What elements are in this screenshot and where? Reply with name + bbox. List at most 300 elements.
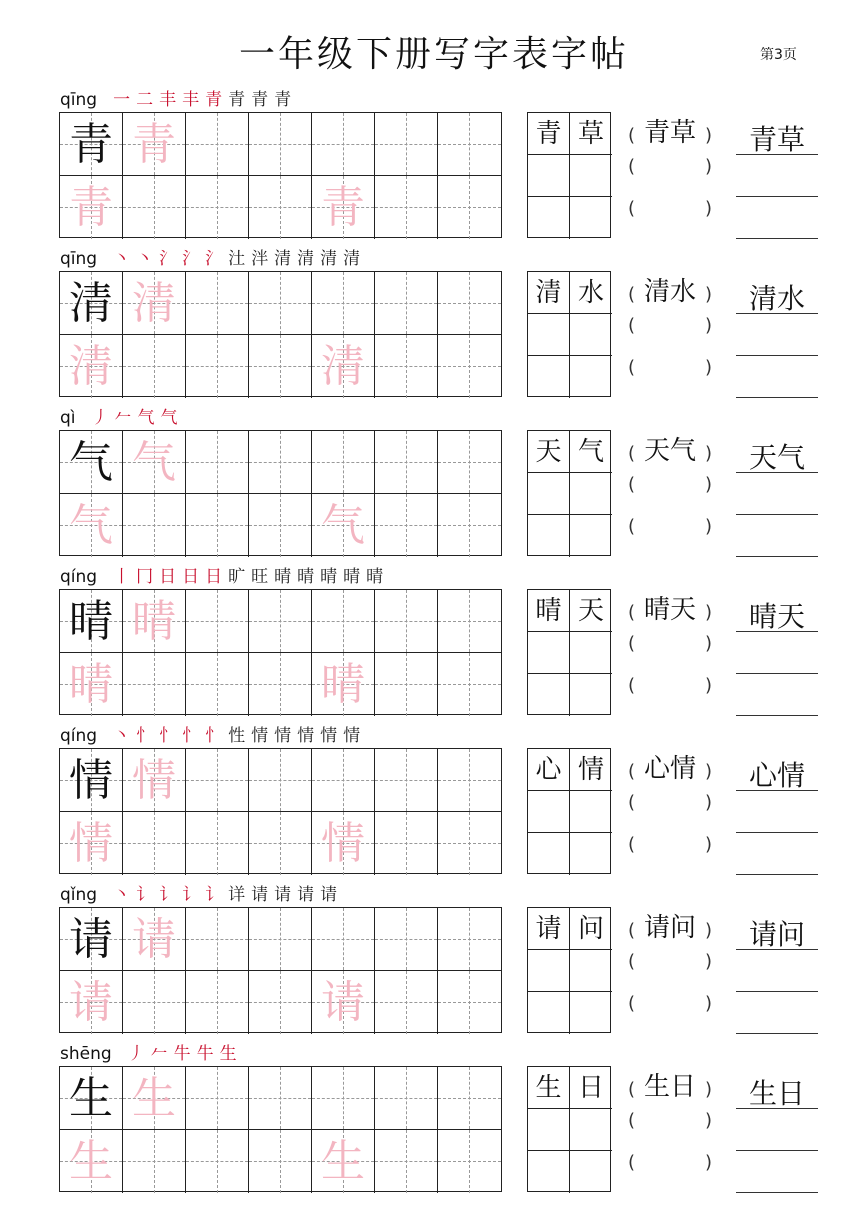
stroke-step: 旺	[251, 567, 269, 587]
grid-cell[interactable]	[186, 749, 249, 812]
paren-blank: ( )	[628, 792, 713, 813]
word-cell[interactable]	[570, 197, 612, 239]
trace-character: 青	[321, 182, 365, 233]
word-cell[interactable]	[528, 314, 570, 356]
trace-character: 情	[69, 818, 113, 869]
answer-word: 生日	[748, 1077, 805, 1110]
model-character: 青	[69, 119, 113, 170]
grid-cell[interactable]	[438, 590, 501, 653]
stroke-step: 丶	[136, 249, 154, 269]
stroke-step: 青	[251, 90, 269, 110]
grid-cell[interactable]	[249, 653, 312, 716]
grid-cell[interactable]	[186, 1130, 249, 1193]
word-cell[interactable]	[570, 950, 612, 992]
trace-character: 清	[321, 341, 365, 392]
model-character: 晴	[69, 596, 113, 647]
grid-cell[interactable]	[438, 653, 501, 716]
answer-line[interactable]	[736, 154, 818, 155]
word-cell[interactable]	[570, 314, 612, 356]
grid-cell[interactable]	[186, 272, 249, 335]
word-cell[interactable]	[570, 632, 612, 674]
answer-line[interactable]	[736, 949, 818, 950]
grid-cell[interactable]	[438, 908, 501, 971]
grid-cell[interactable]	[249, 272, 312, 335]
stroke-step: 请	[297, 885, 315, 905]
trace-character: 气	[321, 500, 365, 551]
word-cell[interactable]	[570, 674, 612, 716]
pinyin: shēng	[60, 1044, 112, 1064]
trace-character: 气	[69, 500, 113, 551]
trace-character: 晴	[321, 659, 365, 710]
trace-character: 生	[321, 1136, 365, 1187]
stroke-step: 忄	[159, 726, 177, 746]
grid-cell[interactable]	[123, 1130, 186, 1193]
word-cell[interactable]: 请	[528, 908, 570, 950]
model-character: 情	[69, 755, 113, 806]
grid-cell[interactable]	[438, 431, 501, 494]
answer-line[interactable]	[736, 313, 818, 314]
word-cell[interactable]: 情	[570, 749, 612, 791]
stroke-step: 晴	[320, 567, 338, 587]
word-grid	[527, 271, 611, 397]
trace-character: 请	[132, 914, 176, 965]
grid-cell[interactable]	[123, 812, 186, 875]
stroke-step: 忄	[136, 726, 154, 746]
stroke-step: 忄	[205, 726, 223, 746]
grid-cell[interactable]	[438, 812, 501, 875]
paren-blank: ( 生日 )	[628, 1072, 713, 1102]
grid-cell[interactable]	[312, 494, 375, 557]
grid-cell[interactable]	[249, 908, 312, 971]
grid-cell[interactable]	[186, 431, 249, 494]
practice-section	[0, 724, 868, 883]
grid-cell[interactable]	[312, 590, 375, 653]
word-cell[interactable]	[528, 674, 570, 716]
stroke-step: 日	[182, 567, 200, 587]
answer-line[interactable]	[736, 196, 818, 197]
grid-cell[interactable]	[249, 590, 312, 653]
answer-line[interactable]	[736, 397, 818, 398]
grid-cell[interactable]	[375, 335, 438, 398]
word-cell[interactable]: 生	[528, 1067, 570, 1109]
grid-cell[interactable]	[186, 653, 249, 716]
answer-line[interactable]	[736, 790, 818, 791]
paren-blank: ( )	[628, 951, 713, 972]
stroke-step: 丰	[182, 90, 200, 110]
stroke-order-line	[60, 88, 291, 110]
grid-cell[interactable]	[186, 812, 249, 875]
writing-grid	[59, 1066, 502, 1192]
answer-line[interactable]	[736, 631, 818, 632]
answer-line[interactable]	[736, 1150, 818, 1151]
stroke-step: 讠	[205, 885, 223, 905]
practice-section	[0, 88, 868, 247]
word-grid	[527, 589, 611, 715]
grid-cell[interactable]	[60, 812, 123, 875]
stroke-step: 讠	[159, 885, 177, 905]
stroke-step: 𠂉	[114, 408, 132, 428]
writing-grid	[59, 907, 502, 1033]
stroke-step: 氵	[159, 249, 177, 269]
stroke-step: 情	[320, 726, 338, 746]
page-number: 第3页	[760, 47, 797, 63]
pinyin: qīng	[60, 90, 98, 110]
word-cell[interactable]	[528, 833, 570, 875]
stroke-step: 情	[343, 726, 361, 746]
paren-blank: ( 请问 )	[628, 913, 713, 943]
grid-cell[interactable]	[249, 971, 312, 1034]
grid-cell[interactable]	[60, 908, 123, 971]
word-grid	[527, 748, 611, 874]
grid-cell[interactable]	[312, 335, 375, 398]
word-cell[interactable]	[570, 473, 612, 515]
answer-word: 晴天	[748, 600, 805, 633]
pinyin: qǐng	[60, 885, 98, 905]
word-cell[interactable]	[528, 515, 570, 557]
grid-cell[interactable]	[438, 272, 501, 335]
grid-cell[interactable]	[123, 908, 186, 971]
word-cell[interactable]: 天	[528, 431, 570, 473]
word-cell[interactable]	[528, 356, 570, 398]
grid-cell[interactable]	[438, 749, 501, 812]
trace-character: 晴	[69, 659, 113, 710]
paren-blank: ( )	[628, 516, 713, 537]
word-cell[interactable]: 问	[570, 908, 612, 950]
answer-line[interactable]	[736, 1192, 818, 1193]
answer-line[interactable]	[736, 1108, 818, 1109]
practice-section	[0, 883, 868, 1042]
word-cell[interactable]	[528, 197, 570, 239]
practice-section	[0, 565, 868, 724]
stroke-step: 旷	[228, 567, 246, 587]
word-cell[interactable]	[570, 992, 612, 1034]
grid-cell[interactable]	[438, 494, 501, 557]
paren-blank: ( )	[628, 198, 713, 219]
stroke-step: 情	[251, 726, 269, 746]
trace-character: 青	[69, 182, 113, 233]
word-cell[interactable]	[528, 473, 570, 515]
writing-grid	[59, 271, 502, 397]
pinyin: qíng	[60, 567, 98, 587]
grid-cell[interactable]	[438, 335, 501, 398]
paren-blank: ( )	[628, 834, 713, 855]
stroke-order-line	[60, 883, 337, 905]
grid-cell[interactable]	[312, 812, 375, 875]
grid-cell[interactable]	[60, 113, 123, 176]
grid-cell[interactable]	[123, 1067, 186, 1130]
stroke-step: 晴	[297, 567, 315, 587]
grid-cell[interactable]	[60, 653, 123, 716]
grid-cell[interactable]	[249, 431, 312, 494]
trace-character: 情	[321, 818, 365, 869]
grid-cell[interactable]	[249, 494, 312, 557]
grid-cell[interactable]	[186, 590, 249, 653]
stroke-step: 牛	[196, 1044, 214, 1064]
trace-character: 请	[321, 977, 365, 1028]
pinyin: qì	[60, 408, 76, 428]
grid-cell[interactable]	[123, 272, 186, 335]
grid-cell[interactable]	[312, 971, 375, 1034]
grid-cell[interactable]	[60, 749, 123, 812]
stroke-step: 氵	[182, 249, 200, 269]
grid-cell[interactable]	[60, 272, 123, 335]
grid-cell[interactable]	[375, 653, 438, 716]
stroke-step: 丿	[91, 408, 109, 428]
word-cell[interactable]	[570, 1151, 612, 1193]
grid-cell[interactable]	[186, 335, 249, 398]
stroke-step: 汢	[228, 249, 246, 269]
stroke-step: 丰	[159, 90, 177, 110]
grid-cell[interactable]	[60, 1067, 123, 1130]
word-cell[interactable]: 水	[570, 272, 612, 314]
paren-blank: ( )	[628, 1110, 713, 1131]
stroke-step: 日	[205, 567, 223, 587]
stroke-step: 𠂉	[150, 1044, 168, 1064]
grid-cell[interactable]	[249, 749, 312, 812]
grid-cell[interactable]	[312, 431, 375, 494]
grid-cell[interactable]	[186, 971, 249, 1034]
answer-word: 清水	[748, 282, 805, 315]
paren-blank: ( 青草 )	[628, 118, 713, 148]
grid-cell[interactable]	[249, 1067, 312, 1130]
grid-cell[interactable]	[375, 590, 438, 653]
grid-cell[interactable]	[123, 653, 186, 716]
word-cell[interactable]: 天	[570, 590, 612, 632]
word-cell[interactable]	[528, 1109, 570, 1151]
grid-cell[interactable]	[60, 1130, 123, 1193]
page-title: 一年级下册写字表字帖	[238, 34, 629, 75]
grid-cell[interactable]	[249, 176, 312, 239]
practice-section	[0, 1042, 868, 1201]
trace-character: 情	[132, 755, 176, 806]
grid-cell[interactable]	[60, 971, 123, 1034]
grid-cell[interactable]	[375, 1067, 438, 1130]
grid-cell[interactable]	[249, 1130, 312, 1193]
word-cell[interactable]: 晴	[528, 590, 570, 632]
grid-cell[interactable]	[123, 113, 186, 176]
word-cell[interactable]	[570, 356, 612, 398]
answer-line[interactable]	[736, 238, 818, 239]
word-cell[interactable]: 气	[570, 431, 612, 473]
grid-cell[interactable]	[249, 113, 312, 176]
writing-grid	[59, 748, 502, 874]
paren-blank: ( )	[628, 474, 713, 495]
stroke-step: 讠	[136, 885, 154, 905]
word-cell[interactable]	[528, 632, 570, 674]
word-cell[interactable]: 心	[528, 749, 570, 791]
grid-cell[interactable]	[123, 590, 186, 653]
grid-cell[interactable]	[123, 431, 186, 494]
stroke-order-line	[60, 1042, 237, 1064]
model-character: 请	[69, 914, 113, 965]
grid-cell[interactable]	[60, 590, 123, 653]
trace-character: 气	[132, 437, 176, 488]
word-cell[interactable]	[528, 155, 570, 197]
answer-line[interactable]	[736, 355, 818, 356]
grid-cell[interactable]	[186, 113, 249, 176]
grid-cell[interactable]	[375, 749, 438, 812]
grid-cell[interactable]	[438, 176, 501, 239]
word-cell[interactable]	[570, 833, 612, 875]
grid-cell[interactable]	[60, 335, 123, 398]
stroke-step: 晴	[366, 567, 384, 587]
answer-line[interactable]	[736, 556, 818, 557]
trace-character: 生	[132, 1073, 176, 1124]
stroke-step: 忄	[182, 726, 200, 746]
stroke-step: 清	[297, 249, 315, 269]
stroke-step: 二	[136, 90, 154, 110]
paren-blank: ( 天气 )	[628, 436, 713, 466]
stroke-step: 牛	[173, 1044, 191, 1064]
stroke-step: 清	[320, 249, 338, 269]
stroke-step: 日	[159, 567, 177, 587]
trace-character: 晴	[132, 596, 176, 647]
paren-blank: ( 心情 )	[628, 754, 713, 784]
stroke-step: 晴	[343, 567, 361, 587]
writing-grid	[59, 589, 502, 715]
grid-cell[interactable]	[375, 908, 438, 971]
stroke-step: 泮	[251, 249, 269, 269]
grid-cell[interactable]	[186, 1067, 249, 1130]
word-cell[interactable]	[570, 515, 612, 557]
paren-blank: ( 晴天 )	[628, 595, 713, 625]
grid-cell[interactable]	[312, 908, 375, 971]
grid-cell[interactable]	[438, 1067, 501, 1130]
stroke-step: 晴	[274, 567, 292, 587]
paren-blank: ( )	[628, 357, 713, 378]
grid-cell[interactable]	[312, 1130, 375, 1193]
stroke-order-line	[60, 247, 360, 269]
grid-cell[interactable]	[249, 812, 312, 875]
grid-cell[interactable]	[123, 494, 186, 557]
grid-cell[interactable]	[60, 431, 123, 494]
grid-cell[interactable]	[312, 749, 375, 812]
stroke-step: 气	[160, 408, 178, 428]
grid-cell[interactable]	[375, 1130, 438, 1193]
grid-cell[interactable]	[375, 431, 438, 494]
answer-line[interactable]	[736, 832, 818, 833]
answer-line[interactable]	[736, 472, 818, 473]
paren-blank: ( 清水 )	[628, 277, 713, 307]
answer-word: 心情	[748, 759, 805, 792]
answer-line[interactable]	[736, 1033, 818, 1034]
answer-line[interactable]	[736, 715, 818, 716]
model-character: 清	[69, 278, 113, 329]
word-cell[interactable]: 日	[570, 1067, 612, 1109]
stroke-step: 请	[274, 885, 292, 905]
word-grid	[527, 430, 611, 556]
word-grid	[527, 1066, 611, 1192]
pinyin: qíng	[60, 726, 98, 746]
paren-blank: ( )	[628, 993, 713, 1014]
stroke-step: 丶	[113, 885, 131, 905]
trace-character: 青	[132, 119, 176, 170]
stroke-order-line	[60, 406, 178, 428]
word-cell[interactable]: 草	[570, 113, 612, 155]
model-character: 生	[69, 1073, 113, 1124]
grid-cell[interactable]	[375, 113, 438, 176]
answer-line[interactable]	[736, 514, 818, 515]
grid-cell[interactable]	[375, 494, 438, 557]
answer-word: 青草	[748, 123, 805, 156]
stroke-step: 情	[274, 726, 292, 746]
stroke-step: 请	[251, 885, 269, 905]
grid-cell[interactable]	[123, 335, 186, 398]
grid-cell[interactable]	[438, 1130, 501, 1193]
model-character: 气	[69, 437, 113, 488]
grid-cell[interactable]	[312, 176, 375, 239]
word-cell[interactable]	[570, 155, 612, 197]
stroke-step: 情	[297, 726, 315, 746]
answer-line[interactable]	[736, 673, 818, 674]
practice-section	[0, 247, 868, 406]
stroke-step: 一	[113, 90, 131, 110]
grid-cell[interactable]	[60, 176, 123, 239]
word-grid	[527, 907, 611, 1033]
grid-cell[interactable]	[60, 494, 123, 557]
stroke-step: 气	[137, 408, 155, 428]
grid-cell[interactable]	[375, 812, 438, 875]
stroke-step: 氵	[205, 249, 223, 269]
stroke-step: 讠	[182, 885, 200, 905]
paren-blank: ( )	[628, 315, 713, 336]
grid-cell[interactable]	[123, 176, 186, 239]
grid-cell[interactable]	[123, 971, 186, 1034]
answer-line[interactable]	[736, 874, 818, 875]
writing-grid	[59, 430, 502, 556]
stroke-step: 冂	[136, 567, 154, 587]
word-cell[interactable]	[528, 950, 570, 992]
stroke-order-line	[60, 724, 360, 746]
grid-cell[interactable]	[375, 272, 438, 335]
grid-cell[interactable]	[186, 176, 249, 239]
stroke-step: 丶	[113, 249, 131, 269]
pinyin: qīng	[60, 249, 98, 269]
answer-line[interactable]	[736, 991, 818, 992]
stroke-step: 清	[274, 249, 292, 269]
word-cell[interactable]	[570, 1109, 612, 1151]
answer-word: 请问	[748, 918, 805, 951]
grid-cell[interactable]	[312, 272, 375, 335]
paren-blank: ( )	[628, 633, 713, 654]
stroke-step: 丿	[127, 1044, 145, 1064]
stroke-step: 清	[343, 249, 361, 269]
trace-character: 清	[132, 278, 176, 329]
grid-cell[interactable]	[375, 176, 438, 239]
word-cell[interactable]	[528, 992, 570, 1034]
grid-cell[interactable]	[123, 749, 186, 812]
grid-cell[interactable]	[186, 494, 249, 557]
trace-character: 生	[69, 1136, 113, 1187]
grid-cell[interactable]	[249, 335, 312, 398]
grid-cell[interactable]	[375, 971, 438, 1034]
grid-cell[interactable]	[186, 908, 249, 971]
stroke-step: 丶	[113, 726, 131, 746]
word-cell[interactable]: 清	[528, 272, 570, 314]
stroke-step: 详	[228, 885, 246, 905]
grid-cell[interactable]	[438, 113, 501, 176]
word-cell[interactable]: 青	[528, 113, 570, 155]
word-cell[interactable]	[528, 1151, 570, 1193]
grid-cell[interactable]	[312, 1067, 375, 1130]
grid-cell[interactable]	[438, 971, 501, 1034]
stroke-step: 青	[274, 90, 292, 110]
stroke-step: 请	[320, 885, 338, 905]
grid-cell[interactable]	[312, 113, 375, 176]
word-cell[interactable]	[570, 791, 612, 833]
word-cell[interactable]	[528, 791, 570, 833]
grid-cell[interactable]	[312, 653, 375, 716]
